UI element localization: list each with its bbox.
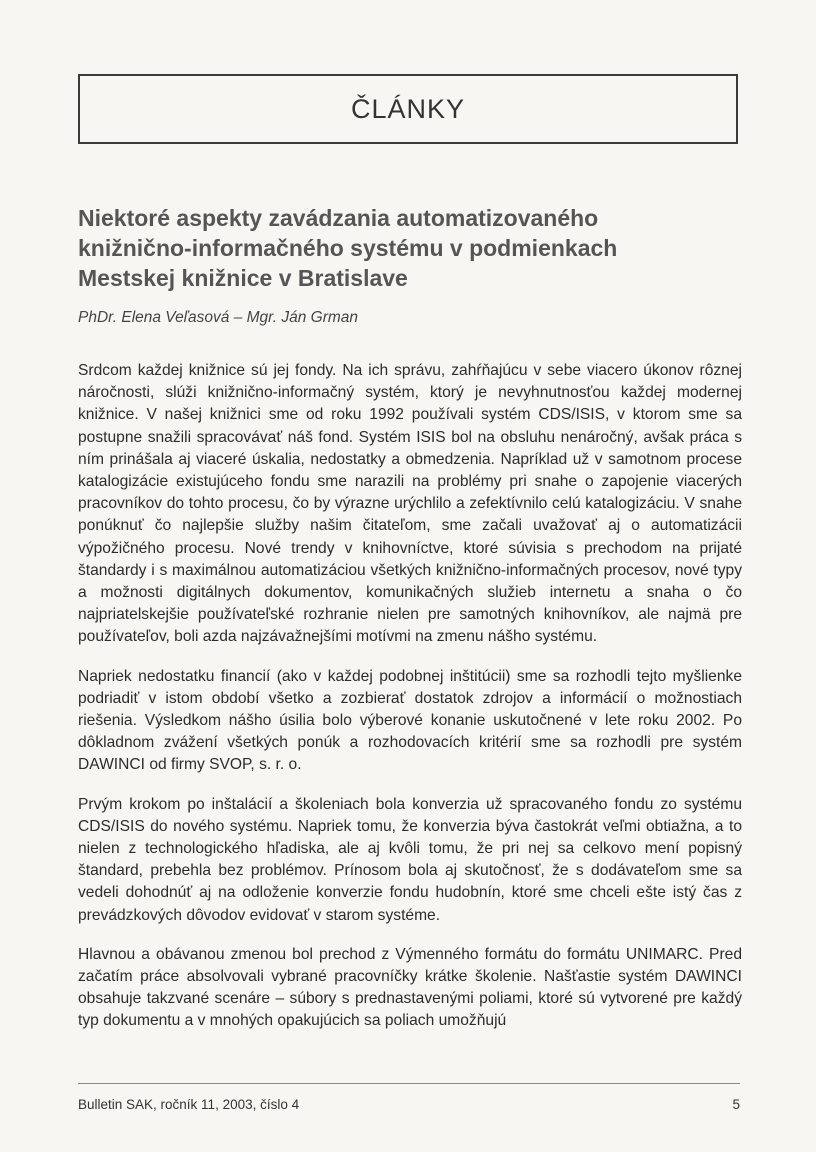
article-authors: PhDr. Elena Veľasová – Mgr. Ján Grman [78, 309, 359, 326]
section-title: ČLÁNKY [350, 93, 466, 124]
paragraph: Srdcom každej knižnice sú jej fondy. Na ich správu, zahŕňajúcu v sebe viacero úkonov rôznej náročnosti, slúži knižnično-informačný systém, ktorý je nevyhnutnosťou každej modernej knižnice. V našej knižnici sme od roku 1992 používali systém CDS/ISIS, v ktorom sme sa postupne snažili spracovávať náš fond. Systém ISIS bol na obsluhu nenáročný, avšak práca s ním prinášala aj viaceré úskalia, nedostatky a obmedzenia. Napríklad už v samotnom procese katalogizácie existujúceho fondu sme narazili na problémy pri snahe o zapojenie viacerých pracovníkov do tohto procesu, čo by výrazne urýchlilo a zefektívnilo celú katalogizáciu. V snahe ponúknuť čo najlepšie služby našim čitateľom, sme začali uvažovať aj o automatizácii výpožičného procesu. Nové trendy v knihovníctve, ktoré súvisia s prechodom na prijaté štandardy i s maximálnou automatizáciou všetkých knižnično-informačných procesov, nové typy a možnosti digitálnych dokumentov, komunikačných služieb internetu a snaha o čo najpriatelskejšie používateľské rozhranie nielen pre samotných knihovníkov, ale najmä pre používateľov, boli azda najzávažnejšími motívmi na zmenu nášho systému. [78, 362, 742, 646]
page-number: 5 [732, 1097, 740, 1112]
article-title: Niektoré aspekty zavádzania automatizovaného knižnično-informačného systému v podmienkach Mestskej knižnice v Bratislave [78, 205, 618, 291]
paragraph: Prvým krokom po inštalácií a školeniach bola konverzia už spracovaného fondu zo systému CDS/ISIS do nového systému. Napriek tomu, že konverzia býva častokrát veľmi obtiažna, a to nielen z technologického hľadiska, ale aj kvôli tomu, že pri nej sa celkovo mení popisný štandard, prebehla bez problémov. Prínosom bola aj skutočnosť, že s dodávateľom sme sa vedeli dohodnúť aj na odloženie konverzie fondu hudobnín, ktoré sme chceli ešte istý čas z prevádzkových dôvodov evidovať v starom systéme. [78, 795, 742, 924]
paragraph: Hlavnou a obávanou zmenou bol prechod z Výmenného formátu do formátu UNIMARC. Pred začatím práce absolvovali vybrané pracovníčky krátke školenie. Našťastie systém DAWINCI obsahuje takzvané scenáre – súbory s prednastavenými poliami, ktoré sú vytvorené pre každý typ dokumentu a v mnohých opakujúcich sa poliach umožňujú [78, 945, 742, 1030]
article-body [78, 360, 742, 1050]
section-header-box [78, 74, 738, 144]
footer-divider [78, 1083, 740, 1084]
paragraph: Napriek nedostatku financií (ako v každej podobnej inštitúcii) sme sa rozhodli tejto myšlienke podriadiť v istom období všetko a zozbierať dostatok zdrojov a informácií o možnostiach riešenia. Výsledkom nášho úsilia bolo výberové konanie uskutočnené v lete roku 2002. Po dôkladnom zvážení všetkých ponúk a rozhodovacích kritérií sme sa rozhodli pre systém DAWINCI od firmy SVOP, s. r. o. [78, 667, 742, 774]
footer-publication: Bulletin SAK, ročník 11, 2003, číslo 4 [78, 1097, 300, 1112]
